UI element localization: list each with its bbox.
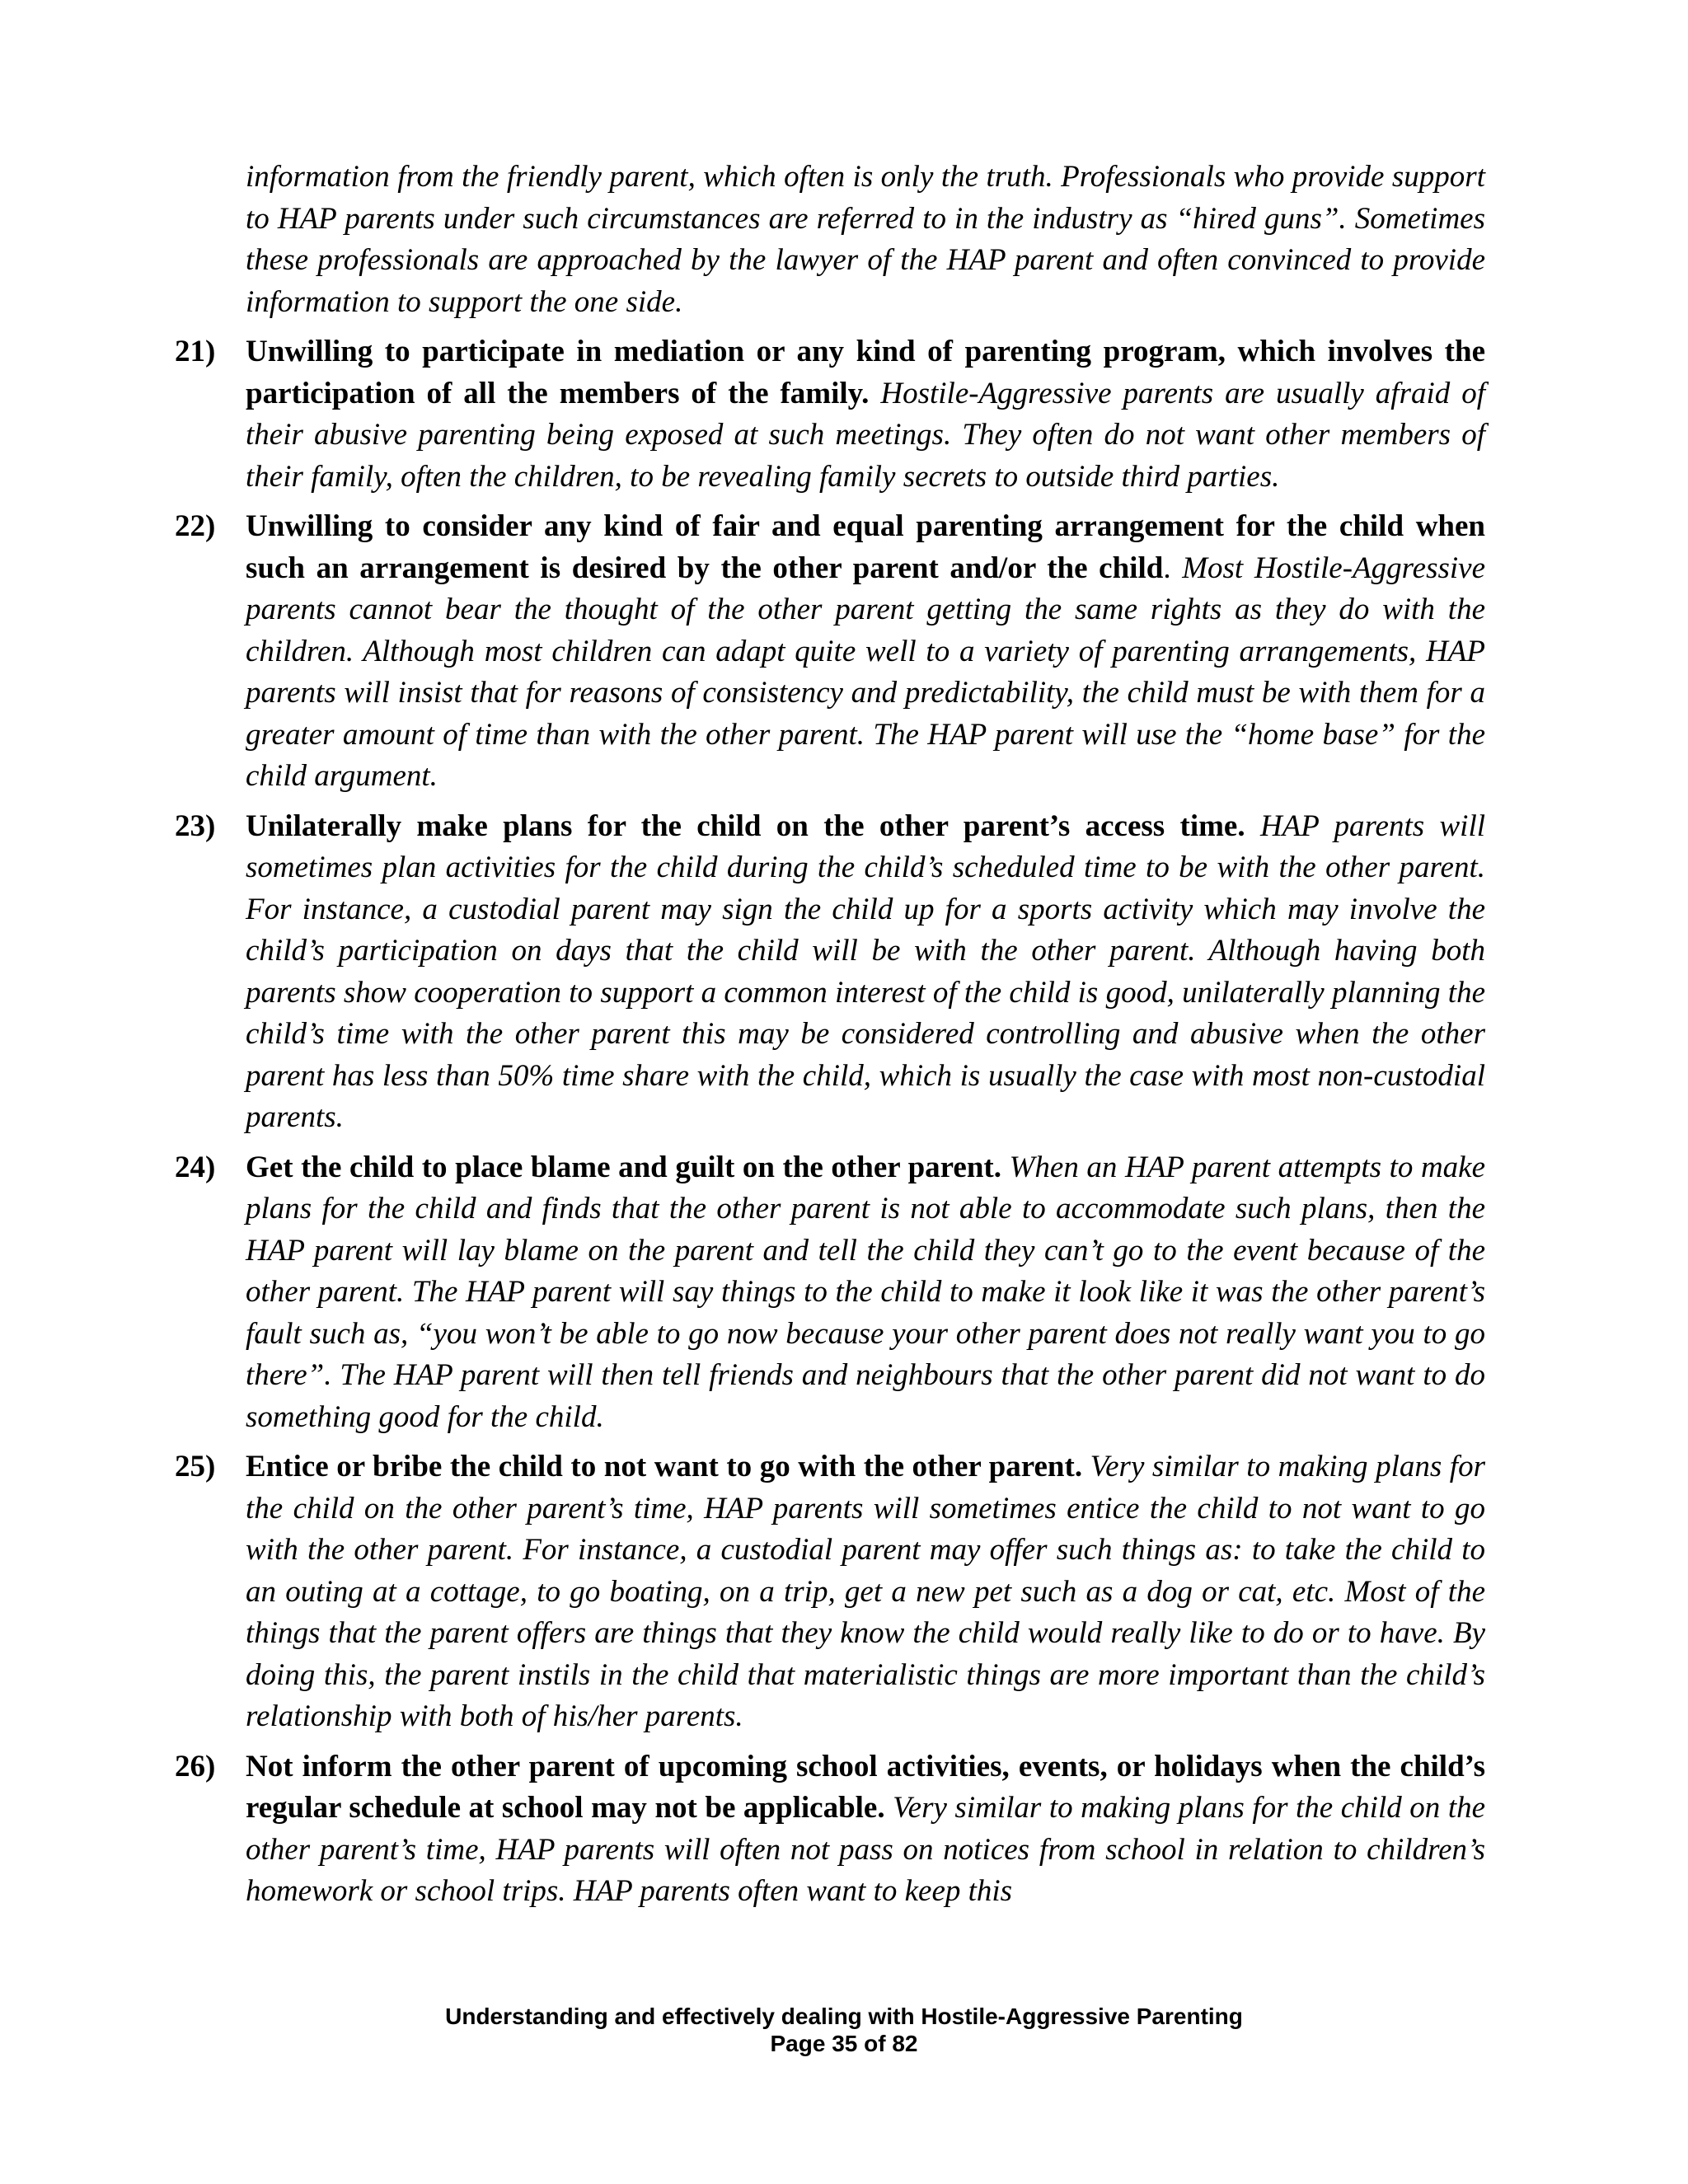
item-separator: . <box>1163 551 1183 585</box>
item-heading: Entice or bribe the child to not want to go with the other parent. <box>246 1450 1083 1483</box>
item-detail: When an HAP parent attempts to make plans for the child and finds that the other parent is not able to accommodate such plans, then the HAP parent will lay blame on the parent and tell the child they can’t go to the event because of the other parent. The HAP parent will say things to the child to make it look like it was the other parent’s fault such as, “you won’t be able to go now because your other parent does not really want you to go there”. The HAP parent will then tell friends and neighbours that the other parent did not want to do something good for the child. <box>246 1150 1486 1434</box>
item-body <box>246 806 1485 1139</box>
item-detail: Most Hostile-Aggressive parents cannot bear the thought of the other parent getting the same rights as they do with the children. Although most children can adapt quite well to a variety of parenting arrangements, HAP parents will insist that for reasons of consistency and predictability, the child must be with them for a greater amount of time than with the other parent. The HAP parent will use the “home base” for the child argument. <box>246 551 1485 793</box>
list-item-25 <box>175 1446 1485 1738</box>
item-separator <box>1245 809 1260 843</box>
item-detail: Hostile-Aggressive parents are usually afraid of their abusive parenting being exposed at such meetings. They often do not want other members of their family, often the children, to be revealing family secrets to outside third parties. <box>246 376 1486 494</box>
item-body <box>246 1147 1485 1439</box>
item-number: 24) <box>175 1150 216 1184</box>
item-heading: Not inform the other parent of upcoming school activities, events, or holidays when the child’s regular schedule at school may not be applicable. <box>246 1749 1485 1825</box>
footer-title: Understanding and effectively dealing with Hostile-Aggressive Parenting <box>445 2004 1243 2029</box>
item-body <box>246 1446 1485 1738</box>
item-heading: Get the child to place blame and guilt on the other parent. <box>246 1150 1001 1184</box>
item-heading: Unwilling to consider any kind of fair and equal parenting arrangement for the child when such an arrangement is desired by the other parent and/or the child <box>246 509 1485 585</box>
item-detail: HAP parents will sometimes plan activities for the child during the child’s scheduled time to be with the other parent. For instance, a custodial parent may sign the child up for a sports activity which may involve the child’s participation on days that the child will be with the other parent. Although having both parents show cooperation to support a common interest of the child is good, unilaterally planning the child’s time with the other parent this may be considered controlling and abusive when the other parent has less than 50% time share with the child, which is usually the case with most non-custodial parents. <box>246 808 1486 1134</box>
item-number: 25) <box>175 1450 216 1483</box>
item-separator <box>1082 1450 1090 1483</box>
item-number: 23) <box>175 808 216 843</box>
item-number: 26) <box>175 1749 216 1783</box>
item-detail: Very similar to making plans for the child on the other parent’s time, HAP parents will sometimes entice the child to not want to go with the other parent. For instance, a custodial parent may offer such things as: to take the child to an outing at a cottage, to go boating, on a trip, get a new pet such as a dog or cat, etc. Most of the things that the parent offers are things that they know the child would really like to do or to have. By doing this, the parent instils in the child that materialistic things are more important than the child’s relationship with both of his/her parents. <box>246 1450 1485 1733</box>
list-item-21 <box>175 331 1485 498</box>
item-heading: Unwilling to participate in mediation or any kind of parenting program, which involves the participation of all the members of the family. <box>246 335 1485 410</box>
item-body <box>246 1746 1485 1913</box>
item-separator <box>1001 1151 1010 1184</box>
list-item-26 <box>175 1746 1485 1913</box>
list-item-22 <box>175 506 1485 798</box>
item-number: 22) <box>175 509 216 543</box>
item-heading: Unilaterally make plans for the child on the other parent’s access time. <box>246 808 1245 843</box>
list-item-24 <box>175 1147 1485 1439</box>
page-content <box>175 157 1485 1921</box>
item-separator <box>869 377 880 410</box>
item-detail: Very similar to making plans for the child on the other parent’s time, HAP parents will often not pass on notices from school in relation to children’s homework or school trips. HAP parents often want to keep this <box>246 1791 1486 1908</box>
item-separator <box>885 1791 893 1825</box>
continuation-paragraph: information from the friendly parent, which often is only the truth. Professionals who provide support to HAP parents under such circumstances are referred to in the industry as “hired guns”. Sometimes these professionals are approached by the lawyer of the HAP parent and often convinced to provide information to support the one side. <box>246 160 1485 319</box>
item-body <box>246 331 1485 498</box>
list-item-23 <box>175 806 1485 1139</box>
page-number: Page 35 of 82 <box>770 2031 918 2056</box>
item-body <box>246 506 1485 798</box>
page-footer <box>0 2003 1688 2057</box>
item-number: 21) <box>175 335 216 368</box>
